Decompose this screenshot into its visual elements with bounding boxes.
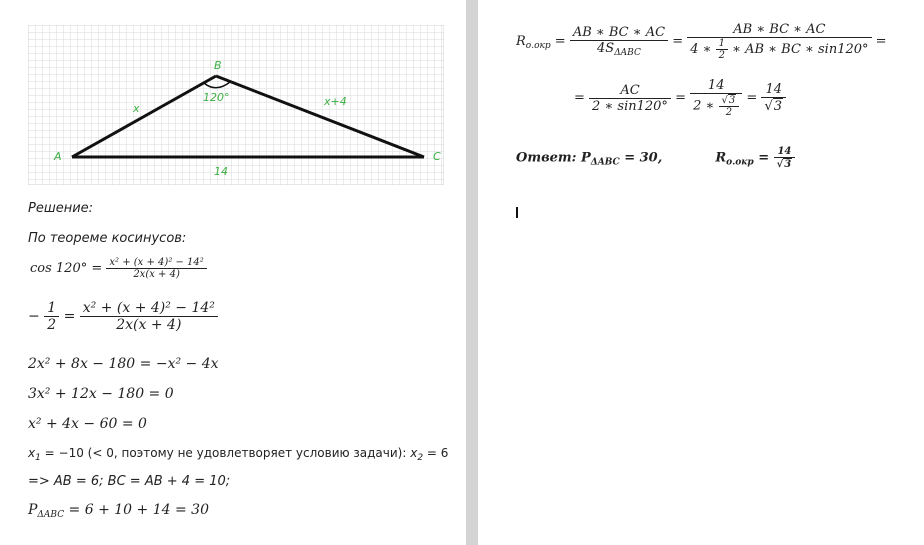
eq2-numerator: x² + (x + 4)² − 14² <box>82 300 215 316</box>
perimeter-line: $P_{\Delta ABC} = 6 + 10 + 14 = 30$ <box>28 502 209 520</box>
equation-cos <box>30 257 207 280</box>
roots-line: $x_1 = -10$ (< 0, поэтому не удовлетворяет условию задачи): $x_2 = 6$ <box>28 446 449 463</box>
side-bc-label: x+4 <box>324 95 347 108</box>
side-ab-label: x <box>133 102 140 115</box>
circumradius-line-1: $R_{о.окр}$ = $\frac{AB ∗ BC ∗ AC}{4S_{\Delta ABC}}$ = AB ∗ BC ∗ AC 4 ∗ $\frac{1}{2}$ ∗ AB ∗ BC ∗ sin120° = <box>516 22 887 61</box>
eq2-denominator: 2x(x + 4) <box>80 316 218 333</box>
grid-background <box>28 25 444 185</box>
equation-3: 2x² + 8x − 180 = −x² − 4x <box>28 356 219 372</box>
answer-line: Ответ: $P_{\Delta ABC} = 30$, $R_{о.окр}$ = $\frac{14}{√3}$ <box>516 146 795 170</box>
text-cursor[interactable] <box>516 207 518 218</box>
sides-line: => AB = 6; BC = AB + 4 = 10; <box>28 474 231 489</box>
vertex-b-label: B <box>214 59 222 72</box>
eq1-lhs: cos 120° = <box>30 261 103 276</box>
side-ac-label: 14 <box>214 165 228 178</box>
angle-b-label: 120° <box>203 91 230 104</box>
circumradius-line-2: = $\frac{AC}{2 ∗ \sin 120^\circ}$ = 14 2 ∗ $\frac{√3}{2}$ = $\frac{14}{√3}$ <box>574 78 786 118</box>
vertex-c-label: C <box>433 150 441 163</box>
equation-4: 3x² + 12x − 180 = 0 <box>28 386 174 402</box>
page-divider <box>466 0 478 545</box>
equation-half: − $\frac{1}{2}$ = $\frac{\text{x² + (x + 4)² − 14²}}{2x(x + 4)}$ <box>28 300 218 333</box>
vertex-a-label: A <box>54 150 62 163</box>
triangle-figure <box>28 25 444 185</box>
equation-5: x² + 4x − 60 = 0 <box>28 416 147 432</box>
solution-heading: Решение: <box>28 201 94 216</box>
eq1-numerator: x² + (x + 4)² − 14² <box>109 257 204 268</box>
answer-label: Ответ: <box>516 150 577 166</box>
theorem-line: По теореме косинусов: <box>28 231 187 246</box>
eq1-denominator: 2x(x + 4) <box>106 268 206 280</box>
